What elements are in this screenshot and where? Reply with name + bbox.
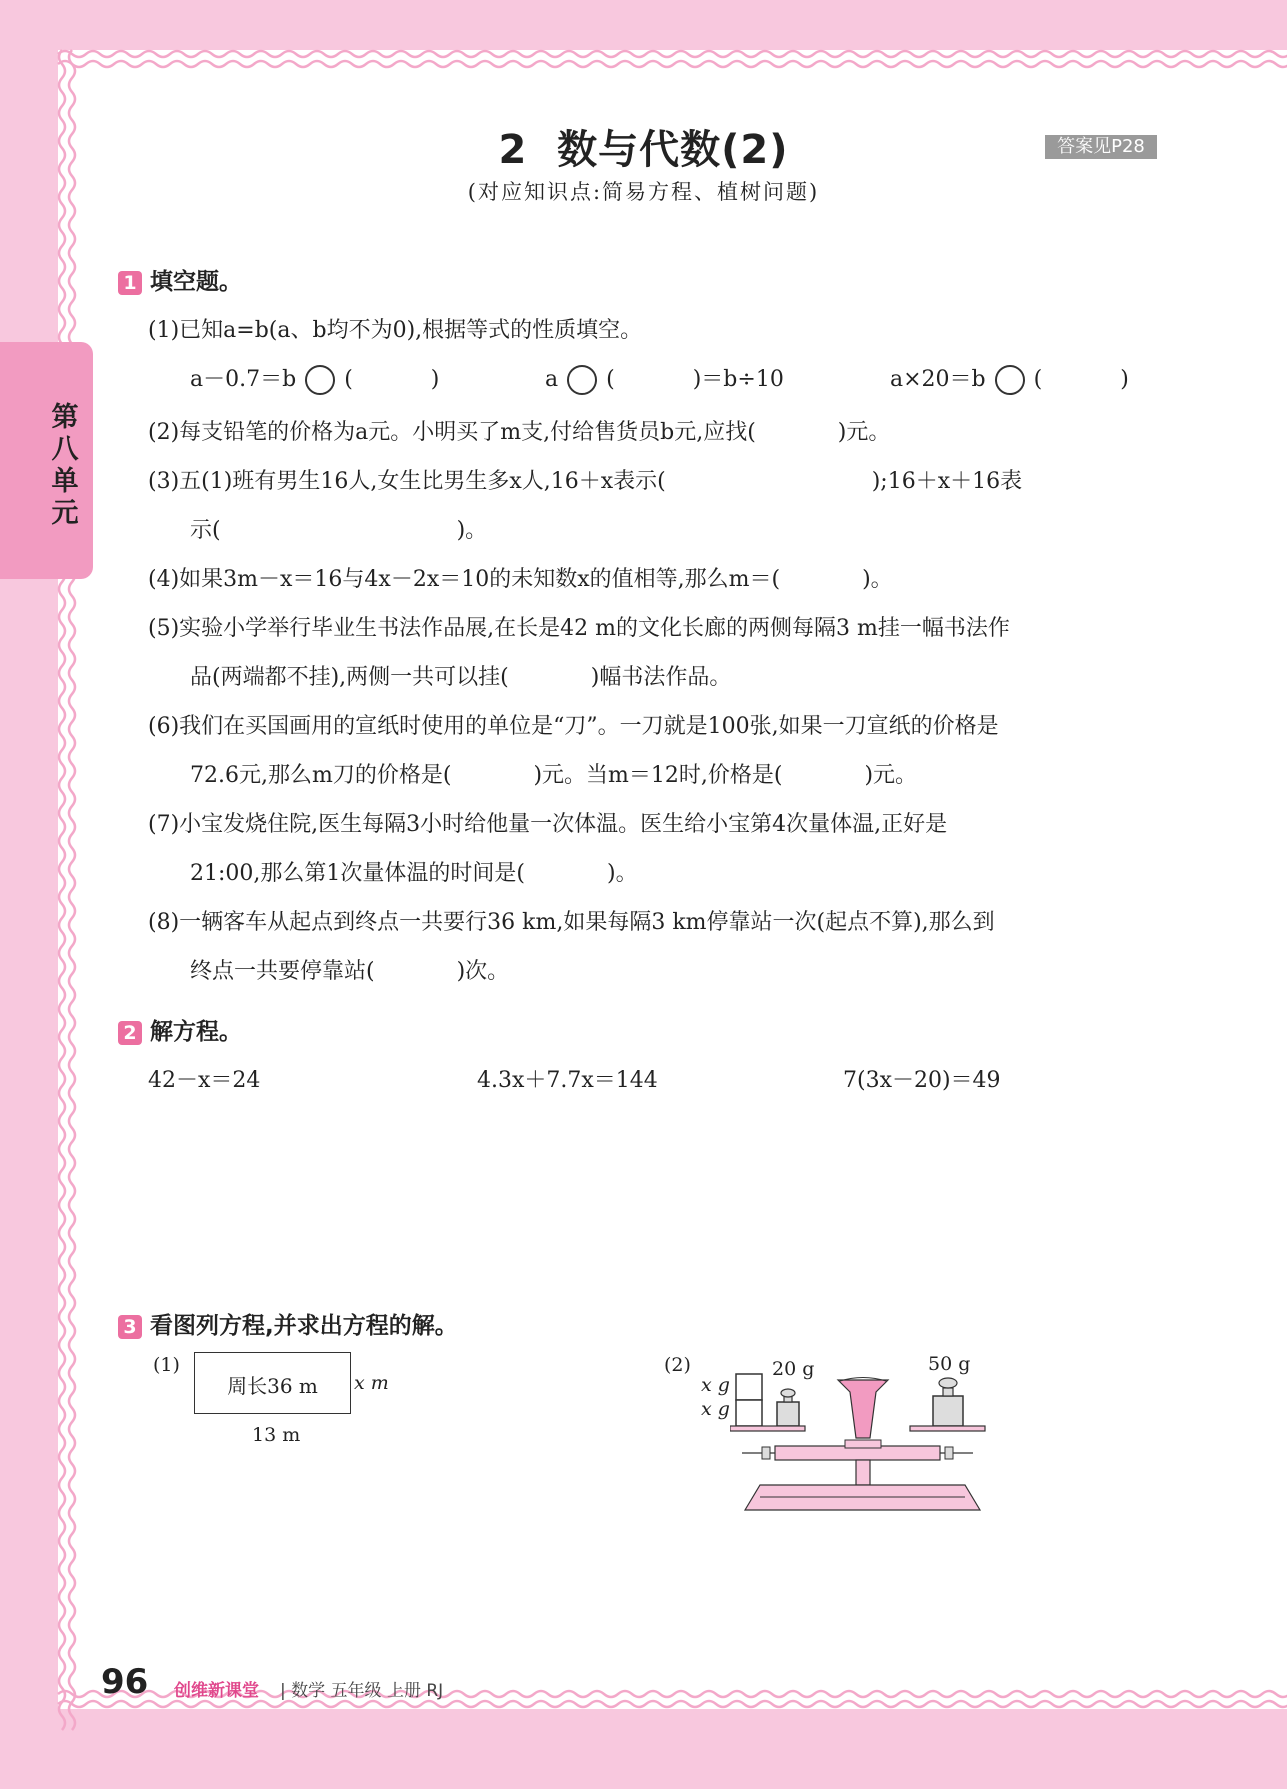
balance-scale [730,1360,1000,1515]
weight-50g-neck [943,1388,953,1396]
figure-2-x-weight-1: x g [701,1374,730,1396]
page-number: 96 [101,1662,149,1702]
q6-tail: )元。 [864,763,918,788]
q3-line1 [148,464,1022,495]
q2-tail: )元。 [837,420,891,445]
q1-part2-circle[interactable] [567,365,597,395]
footer-brand: 创维新课堂 [174,1681,259,1701]
q7-line2 [190,856,638,887]
unit-side-tab [0,342,93,579]
weight-20g [777,1402,799,1426]
left-pan [730,1426,805,1431]
right-pan [910,1426,985,1431]
q3-text: (3)五(1)班有男生16人,女生比男生多x人,16＋x表示( [148,469,666,494]
figure-2-label: (2) [664,1354,691,1376]
q1-part1-expr: a－0.7＝b [190,367,297,392]
q4-tail: )。 [862,567,893,592]
q1-text: (1)已知a=b(a、b均不为0),根据等式的性质填空。 [148,318,643,343]
q1-part3-expr: a×20＝b [890,367,986,392]
section-2-heading [118,1013,242,1046]
q1-part1-close: ) [430,367,440,392]
q6-line1: (6)我们在买国画用的宣纸时使用的单位是“刀”。一刀就是100张,如果一刀宣纸的价格是 [148,714,999,739]
figure-1-rectangle [194,1352,351,1414]
q5-line1: (5)实验小学举行毕业生书法作品展,在长是42 m的文化长廊的两侧每隔3 m挂一幅书法作 [148,616,1010,641]
q5-text: 品(两端都不挂),两侧一共可以挂( [190,665,509,690]
section-3-title: 看图列方程,并求出方程的解。 [150,1313,458,1339]
q8-tail: )次。 [456,959,510,984]
q3-line2 [190,513,487,544]
q3-text-2: );16＋x＋16表 [871,469,1023,494]
q1-part1-open: ( [344,367,353,392]
q2 [148,415,890,446]
q1-part3 [890,362,1129,395]
q8-text: 终点一共要停靠站( [190,959,375,984]
q4-text: (4)如果3m－x＝16与4x－2x＝10的未知数x的值相等,那么m＝( [148,567,781,592]
q8-line1: (8)一辆客车从起点到终点一共要行36 km,如果每隔3 km停靠站一次(起点不算),那么到 [148,910,995,935]
q7-tail: )。 [606,861,638,886]
figure-1-side-label: x m [354,1372,389,1394]
equation-3: 7(3x－20)＝49 [843,1068,1001,1093]
beam-center [845,1440,881,1448]
section-3-badge: 3 [118,1315,142,1339]
unit-side-tab-label: 第八单元 [51,402,79,529]
section-1-heading [118,263,242,296]
figure-2-50g-label: 50 g [928,1353,971,1375]
figure-2-20g-label: 20 g [772,1358,815,1380]
q7-text: 21:00,那么第1次量体温的时间是( [190,861,525,886]
q3-text-3: 示( [190,518,221,543]
q1-part3-open: ( [1033,367,1043,392]
q6-text: 72.6元,那么m刀的价格是( [190,763,452,788]
q1-part1 [190,362,439,395]
q5-line2 [190,660,731,691]
beam-right-nut [945,1447,953,1459]
beam-left-nut [762,1447,770,1459]
section-1-title: 填空题。 [150,269,242,295]
q2-text: (2)每支铅笔的价格为a元。小明买了m支,付给售货员b元,应找( [148,420,756,445]
q3-tail: )。 [456,518,488,543]
weight-50g-knob [939,1378,957,1388]
q1-part2-tail: )＝b÷10 [692,367,784,392]
q1-part2-open: ( [606,367,615,392]
q5-tail: )幅书法作品。 [590,665,732,690]
q6-text-2: )元。当m＝12时,价格是( [533,763,783,788]
section-2-title: 解方程。 [150,1019,242,1045]
section-2-badge: 2 [118,1021,142,1045]
q1-part2-expr: a [545,367,559,392]
section-1-badge: 1 [118,271,142,295]
weight-50g [933,1396,963,1426]
x-weight-box-top [736,1374,762,1400]
q1-part3-circle[interactable] [995,365,1025,395]
figure-1-bottom-label: 13 m [252,1424,301,1446]
q8-line2 [190,954,509,985]
footer-book-details: | 数学 五年级 上册 RJ [280,1681,444,1701]
scale-post [856,1460,870,1485]
figure-1-perimeter-label: 周长36 m [227,1374,318,1398]
figure-2-x-weight-2: x g [701,1398,730,1420]
weight-20g-knob [781,1389,795,1397]
equation-1: 42－x＝24 [148,1068,261,1093]
equation-2: 4.3x＋7.7x＝144 [477,1068,658,1093]
x-weight-box-bottom [736,1400,762,1426]
q1-part1-circle[interactable] [305,365,335,395]
page-subtitle: (对应知识点:简易方程、植树问题) [467,180,820,204]
scale-pointer [838,1380,888,1438]
q1-part3-close: ) [1120,367,1129,392]
q4 [148,562,893,593]
section-3-heading [118,1307,458,1340]
answer-reference-tag: 答案见P28 [1045,135,1157,159]
q6-line2 [190,758,917,789]
figure-1-label: (1) [153,1354,180,1376]
q7-line1: (7)小宝发烧住院,医生每隔3小时给他量一次体温。医生给小宝第4次量体温,正好是 [148,812,948,837]
q1-part2 [545,362,784,395]
page-title: 2 数与代数(2) [498,127,789,173]
